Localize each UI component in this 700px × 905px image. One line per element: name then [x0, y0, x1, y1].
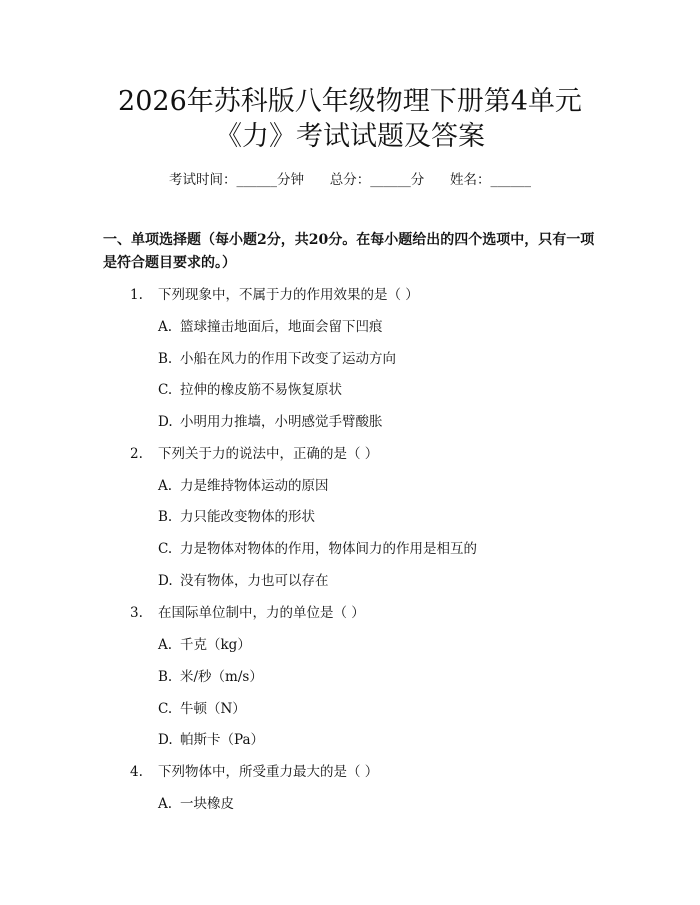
exam-info-line: 考试时间：______分钟 总分：______分 姓名：______ [169, 172, 531, 188]
option-text: 力是维持物体运动的原因 [180, 478, 329, 494]
option-letter: B. [158, 669, 173, 685]
question-3-option-c [158, 697, 246, 717]
question-stem: 在国际单位制中，力的单位是（ ） [158, 605, 365, 621]
question-number: 3. [130, 605, 143, 621]
question-1 [130, 283, 419, 303]
option-letter: A. [158, 319, 173, 335]
question-stem: 下列关于力的说法中，正确的是（ ） [158, 446, 379, 462]
option-letter: D. [158, 573, 173, 589]
question-stem: 下列现象中，不属于力的作用效果的是（ ） [158, 287, 419, 303]
option-letter: C. [158, 382, 173, 398]
question-2 [130, 442, 378, 462]
option-letter: B. [158, 509, 173, 525]
question-2-option-d [158, 569, 329, 589]
option-text: 千克（kg） [180, 637, 251, 653]
option-text: 篮球撞击地面后，地面会留下凹痕 [180, 319, 383, 335]
option-letter: D. [158, 414, 173, 430]
question-1-option-b [158, 347, 396, 367]
option-letter: C. [158, 701, 173, 717]
option-letter: D. [158, 732, 173, 748]
question-number: 2. [130, 446, 143, 462]
question-3-option-a [158, 633, 251, 653]
question-number: 4. [130, 764, 143, 780]
option-text: 帕斯卡（Pa） [180, 732, 265, 748]
question-4-option-a [158, 792, 234, 812]
option-text: 一块橡皮 [180, 796, 234, 812]
section-heading: 一、单项选择题（每小题2分，共20分。在每小题给出的四个选项中，只有一项是符合题目要求的。） [103, 232, 595, 271]
option-letter: A. [158, 637, 173, 653]
question-1-option-c [158, 378, 342, 398]
question-2-option-c [158, 537, 477, 557]
option-text: 牛顿（N） [180, 701, 246, 717]
question-2-option-a [158, 474, 329, 494]
option-text: 小明用力推墙，小明感觉手臂酸胀 [180, 414, 383, 430]
exam-title-line2: 《力》考试试题及答案 [215, 121, 485, 152]
option-letter: C. [158, 541, 173, 557]
question-3-option-d [158, 728, 264, 748]
question-stem: 下列物体中，所受重力最大的是（ ） [158, 764, 379, 780]
exam-title-line1: 2026年苏科版八年级物理下册第4单元 [118, 86, 582, 117]
question-3 [130, 601, 365, 621]
option-text: 力只能改变物体的形状 [180, 509, 315, 525]
question-1-option-d [158, 410, 383, 430]
question-4 [130, 760, 378, 780]
question-1-option-a [158, 315, 383, 335]
option-text: 米/秒（m/s） [180, 669, 263, 685]
option-text: 力是物体对物体的作用，物体间力的作用是相互的 [180, 541, 477, 557]
option-letter: A. [158, 796, 173, 812]
option-letter: B. [158, 351, 173, 367]
option-text: 小船在风力的作用下改变了运动方向 [180, 351, 396, 367]
question-2-option-b [158, 505, 315, 525]
question-number: 1. [130, 287, 143, 303]
option-text: 拉伸的橡皮筋不易恢复原状 [180, 382, 342, 398]
option-letter: A. [158, 478, 173, 494]
question-3-option-b [158, 665, 263, 685]
option-text: 没有物体，力也可以存在 [180, 573, 329, 589]
